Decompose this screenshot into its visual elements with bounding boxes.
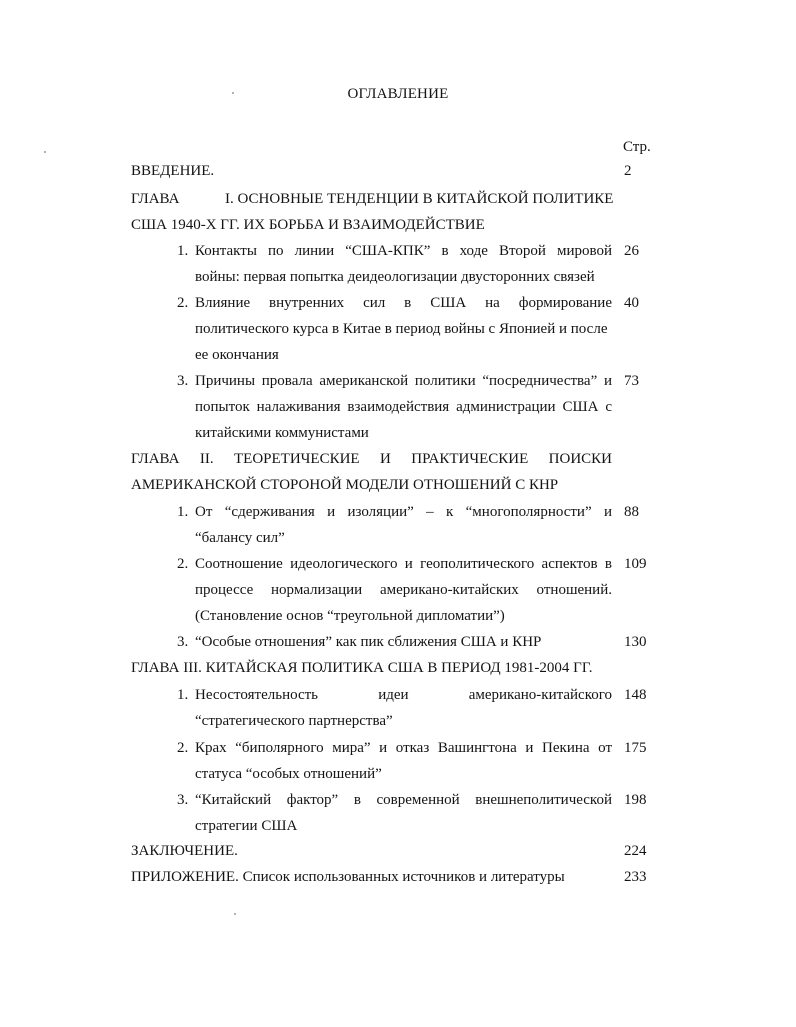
- page-title: ОГЛАВЛЕНИЕ: [347, 86, 449, 102]
- section-line: политического курса в Китае в период войны с Японией и после: [195, 321, 608, 337]
- section-line: Соотношение идеологического и геополитического аспектов в: [195, 556, 612, 572]
- section-page: 109: [624, 556, 647, 572]
- toc-conclusion-page: 224: [624, 843, 647, 859]
- section-line: процессе нормализации американо-китайских отношений.: [195, 582, 612, 598]
- section-line: Несостоятельность идеи американо-китайского: [195, 687, 612, 703]
- section-page: 198: [624, 792, 647, 808]
- section-line: китайскими коммунистами: [195, 425, 369, 441]
- section-line: войны: первая попытка деидеологизации двусторонних связей: [195, 269, 595, 285]
- toc-conclusion: ЗАКЛЮЧЕНИЕ.: [131, 843, 238, 859]
- toc-intro-page: 2: [624, 163, 632, 179]
- toc-intro: ВВЕДЕНИЕ.: [131, 163, 215, 179]
- section-line: Крах “биполярного мира” и отказ Вашингтона и Пекина от: [195, 740, 612, 756]
- toc-appendix: ПРИЛОЖЕНИЕ. Список использованных источников и литературы: [131, 869, 565, 885]
- section-number: 1.: [177, 243, 189, 259]
- section-page: 40: [624, 295, 639, 311]
- toc-appendix-page: 233: [624, 869, 647, 885]
- section-line: ее окончания: [195, 347, 279, 363]
- section-line: “балансу сил”: [195, 530, 285, 546]
- section-number: 1.: [177, 687, 189, 703]
- section-number: 3.: [177, 373, 189, 389]
- chapter2-title-line2: АМЕРИКАНСКОЙ СТОРОНОЙ МОДЕЛИ ОТНОШЕНИЙ С КНР: [131, 477, 559, 493]
- scan-speck: [232, 92, 234, 94]
- section-line: “стратегического партнерства”: [195, 713, 393, 729]
- section-page: 73: [624, 373, 639, 389]
- section-line: “Особые отношения” как пик сближения США и КНР: [195, 634, 542, 650]
- chapter1-label: ГЛАВА: [131, 191, 180, 207]
- section-number: 2.: [177, 556, 189, 572]
- section-line: статуса “особых отношений”: [195, 766, 382, 782]
- section-page: 26: [624, 243, 639, 259]
- section-page: 148: [624, 687, 647, 703]
- scan-speck: [44, 151, 46, 153]
- section-number: 2.: [177, 295, 189, 311]
- section-number: 2.: [177, 740, 189, 756]
- section-line: Причины провала американской политики “посредничества” и: [195, 373, 612, 389]
- section-line: “Китайский фактор” в современной внешнеполитической: [195, 792, 612, 808]
- section-page: 175: [624, 740, 647, 756]
- chapter2-title-line1: ГЛАВА II. ТЕОРЕТИЧЕСКИЕ И ПРАКТИЧЕСКИЕ ПОИСКИ: [131, 451, 612, 467]
- chapter1-title-line2: США 1940-Х ГГ. ИХ БОРЬБА И ВЗАИМОДЕЙСТВИЕ: [131, 217, 485, 233]
- section-line: попыток налаживания взаимодействия администрации США с: [195, 399, 612, 415]
- section-page: 130: [624, 634, 647, 650]
- section-line: Контакты по линии “США-КПК” в ходе Второй мировой: [195, 243, 612, 259]
- section-number: 3.: [177, 792, 189, 808]
- chapter3-title: ГЛАВА III. КИТАЙСКАЯ ПОЛИТИКА США В ПЕРИОД 1981-2004 ГГ.: [131, 660, 593, 676]
- section-line: (Становление основ “треугольной дипломатии”): [195, 608, 505, 624]
- section-page: 88: [624, 504, 639, 520]
- section-line: Влияние внутренних сил в США на формирование: [195, 295, 612, 311]
- section-number: 3.: [177, 634, 189, 650]
- page-column-label: Стр.: [623, 139, 651, 155]
- section-line: стратегии США: [195, 818, 298, 834]
- chapter1-title-line1: I. ОСНОВНЫЕ ТЕНДЕНЦИИ В КИТАЙСКОЙ ПОЛИТИКЕ: [225, 191, 614, 207]
- scan-speck: [234, 913, 236, 915]
- section-number: 1.: [177, 504, 189, 520]
- section-line: От “сдерживания и изоляции” – к “многополярности” и: [195, 504, 612, 520]
